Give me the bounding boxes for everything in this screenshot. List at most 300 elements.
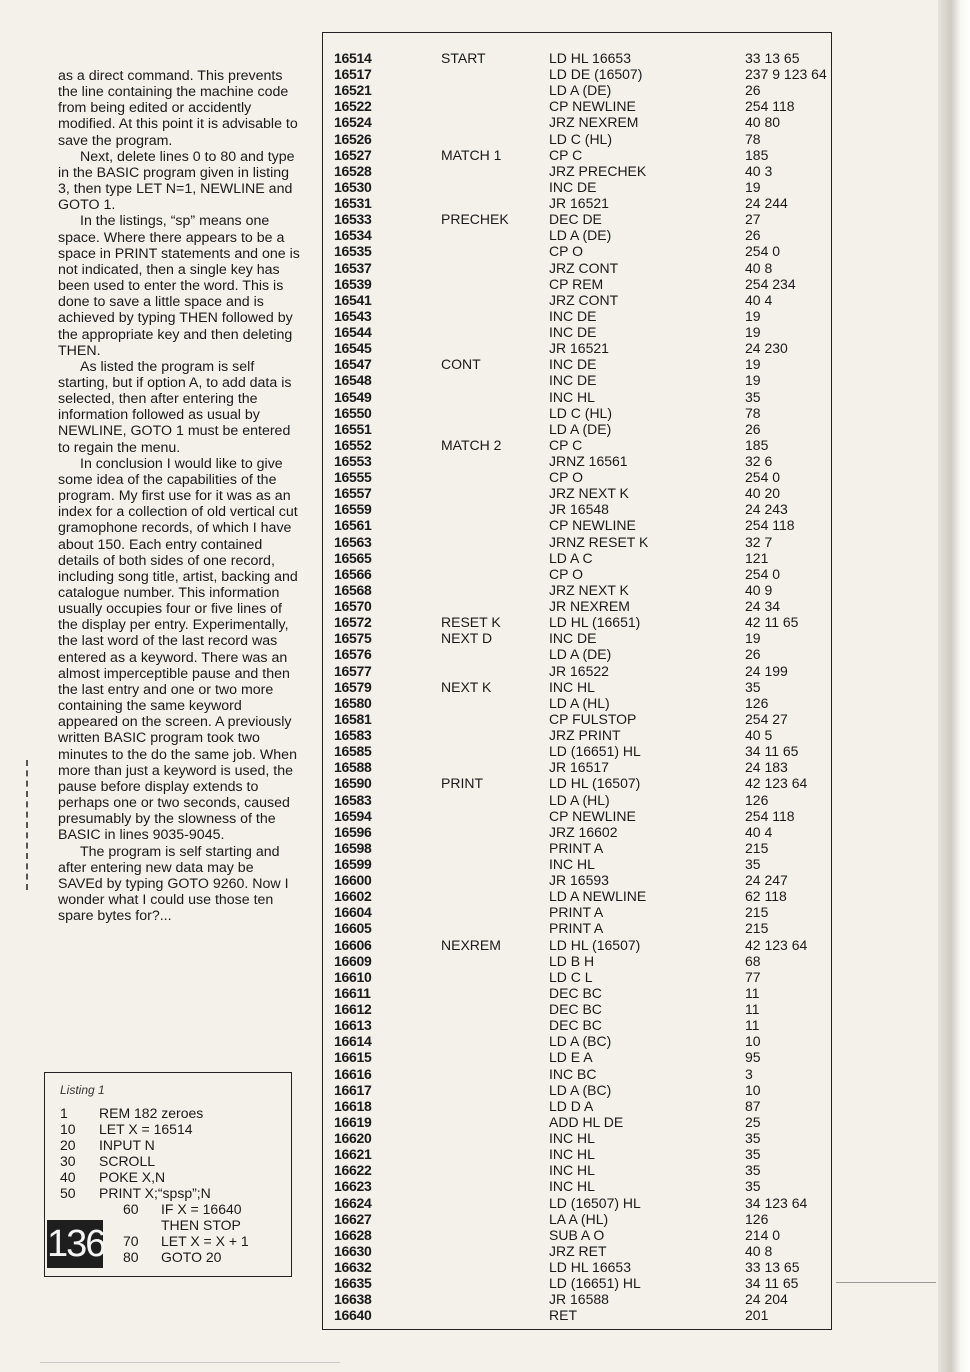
listing-row	[323, 1114, 833, 1130]
listing-row	[323, 243, 833, 259]
listing-address: 16630	[334, 1242, 372, 1259]
listing-row	[323, 1017, 833, 1033]
listing-instruction: LA A (HL)	[549, 1210, 609, 1227]
listing-address: 16617	[334, 1081, 372, 1098]
listing-address: 16549	[334, 388, 372, 405]
listing-1-line-number: 1	[60, 1105, 68, 1121]
listing-address: 16580	[334, 694, 372, 711]
listing-address: 16613	[334, 1017, 372, 1034]
listing-bytes: 24 204	[745, 1291, 788, 1308]
listing-bytes: 215	[745, 920, 769, 937]
listing-row	[323, 969, 833, 985]
listing-row	[323, 711, 833, 727]
listing-instruction: INC HL	[549, 1178, 595, 1195]
listing-bytes: 215	[745, 839, 769, 856]
listing-row	[323, 211, 833, 227]
listing-instruction: JRZ 16602	[549, 823, 618, 840]
listing-row	[323, 421, 833, 437]
listing-instruction: LD HL (16651)	[549, 614, 641, 631]
listing-row	[323, 646, 833, 662]
listing-row	[323, 904, 833, 920]
listing-bytes: 42 11 65	[745, 614, 799, 631]
listing-instruction: LD A C	[549, 549, 593, 566]
listing-instruction: LD A (HL)	[549, 694, 610, 711]
listing-instruction: INC HL	[549, 678, 595, 695]
listing-address: 16553	[334, 453, 372, 469]
listing-bytes: 24 243	[745, 501, 788, 518]
listing-address: 16552	[334, 436, 372, 453]
listing-address: 16598	[334, 839, 372, 856]
listing-instruction: LD B H	[549, 952, 595, 969]
listing-bytes: 26	[745, 227, 761, 244]
listing-instruction: LD HL (16507)	[549, 775, 641, 792]
listing-address: 16544	[334, 324, 372, 341]
listing-address: 16563	[334, 533, 372, 550]
edge-rule	[836, 1282, 936, 1283]
listing-instruction: LD A (DE)	[549, 420, 612, 437]
listing-address: 16555	[334, 469, 372, 486]
listing-address: 16588	[334, 759, 372, 776]
listing-instruction: JRZ NEXREM	[549, 114, 639, 131]
listing-row	[323, 50, 833, 66]
listing-bytes: 126	[745, 791, 769, 808]
listing-address: 16585	[334, 743, 372, 760]
listing-bytes: 185	[745, 436, 769, 453]
listing-row	[323, 485, 833, 501]
listing-address: 16527	[334, 146, 372, 163]
listing-address: 16559	[334, 501, 372, 518]
listing-bytes: 26	[745, 420, 761, 437]
listing-bytes: 254 0	[745, 565, 781, 582]
listing-address: 16604	[334, 904, 372, 921]
listing-bytes: 11	[745, 984, 760, 1001]
listing-address: 16596	[334, 823, 372, 840]
listing-address: 16521	[334, 82, 372, 99]
listing-bytes: 35	[745, 388, 761, 405]
listing-row	[323, 1130, 833, 1146]
listing-address: 16548	[334, 372, 372, 389]
listing-row	[323, 292, 833, 308]
listing-address: 16577	[334, 662, 372, 679]
listing-bytes: 214 0	[745, 1226, 781, 1243]
listing-address: 16531	[334, 195, 372, 212]
listing-instruction: LD A (BC)	[549, 1081, 612, 1098]
binding-mark	[26, 760, 34, 890]
listing-bytes: 77	[745, 968, 761, 985]
listing-label: NEXT K	[441, 678, 492, 695]
listing-bytes: 19	[745, 178, 761, 195]
listing-address: 16561	[334, 517, 372, 534]
listing-bytes: 68	[745, 952, 761, 969]
listing-row	[323, 453, 833, 469]
page-number: 136	[47, 1220, 103, 1268]
listing-instruction: LD C L	[549, 968, 593, 985]
listing-address: 16620	[334, 1130, 372, 1147]
listing-row	[323, 147, 833, 163]
listing-instruction: LD D A	[549, 1097, 594, 1114]
listing-address: 16622	[334, 1162, 372, 1179]
article-text	[58, 68, 302, 924]
listing-bytes: 34 11 65	[745, 1275, 799, 1292]
listing-bytes: 40 8	[745, 1242, 773, 1259]
listing-row	[323, 1243, 833, 1259]
listing-row	[323, 614, 833, 630]
listing-instruction: JR 16517	[549, 759, 609, 776]
listing-instruction: DEC BC	[549, 1017, 602, 1034]
listing-address: 16524	[334, 114, 372, 131]
listing-label: NEXREM	[441, 936, 501, 953]
listing-row	[323, 985, 833, 1001]
listing-address: 16590	[334, 775, 372, 792]
listing-address: 16640	[334, 1307, 372, 1324]
article-paragraph: As listed the program is self starting, but if option A, to add data is selected, then after entering the information followed as usual by NEWLINE, GOTO 1 must be entered to regain the menu.	[58, 358, 292, 456]
listing-row	[323, 1098, 833, 1114]
listing-address: 16624	[334, 1194, 372, 1211]
listing-bytes: 35	[745, 1130, 761, 1147]
listing-row	[323, 501, 833, 517]
listing-row	[323, 824, 833, 840]
listing-bytes: 34 123 64	[745, 1194, 808, 1211]
listing-address: 16638	[334, 1291, 372, 1308]
listing-instruction: LD A (HL)	[549, 791, 610, 808]
listing-row	[323, 727, 833, 743]
listing-address: 16609	[334, 952, 372, 969]
listing-row	[323, 1291, 833, 1307]
listing-address: 16557	[334, 485, 372, 502]
listing-1-title: Listing 1	[60, 1083, 105, 1097]
listing-bytes: 254 118	[745, 807, 795, 824]
listing-row	[323, 163, 833, 179]
listing-instruction: JR 16522	[549, 662, 609, 679]
listing-address: 16619	[334, 1113, 372, 1130]
listing-bytes: 237 9 123 64	[745, 66, 827, 83]
listing-bytes: 33 13 65	[745, 50, 800, 66]
listing-instruction: INC DE	[549, 178, 597, 195]
listing-address: 16614	[334, 1033, 372, 1050]
listing-label: RESET K	[441, 614, 501, 631]
listing-address: 16541	[334, 291, 372, 308]
listing-address: 16526	[334, 130, 372, 147]
listing-label: MATCH 2	[441, 436, 502, 453]
listing-instruction: ADD HL DE	[549, 1113, 624, 1130]
listing-row	[323, 743, 833, 759]
listing-label: MATCH 1	[441, 146, 502, 163]
listing-instruction: JRZ RET	[549, 1242, 607, 1259]
listing-instruction: INC HL	[549, 388, 595, 405]
listing-instruction: CP O	[549, 565, 583, 582]
listing-instruction: CP NEWLINE	[549, 517, 636, 534]
listing-instruction: LD HL 16653	[549, 50, 631, 66]
listing-instruction: JRZ CONT	[549, 259, 619, 276]
listing-row	[323, 1275, 833, 1291]
listing-address: 16635	[334, 1275, 372, 1292]
listing-row	[323, 679, 833, 695]
listing-bytes: 24 244	[745, 195, 788, 212]
listing-instruction: JR 16521	[549, 195, 609, 212]
listing-bytes: 35	[745, 856, 761, 872]
listing-bytes: 19	[745, 307, 761, 324]
listing-row	[323, 534, 833, 550]
listing-bytes: 11	[745, 1001, 760, 1018]
listing-instruction: LD (16651) HL	[549, 743, 641, 760]
listing-address: 16534	[334, 227, 372, 244]
listing-bytes: 78	[745, 130, 761, 147]
listing-instruction: LD (16651) HL	[549, 1275, 641, 1292]
listing-address: 16514	[334, 50, 372, 66]
listing-instruction: JR 16521	[549, 340, 609, 357]
listing-address: 16583	[334, 791, 372, 808]
listing-instruction: LD A (DE)	[549, 646, 612, 663]
listing-row	[323, 98, 833, 114]
listing-instruction: LD DE (16507)	[549, 66, 643, 83]
listing-address: 16565	[334, 549, 372, 566]
listing-bytes: 121	[745, 549, 769, 566]
listing-instruction: INC BC	[549, 1065, 597, 1082]
listing-instruction: JR 16593	[549, 872, 609, 889]
listing-address: 16600	[334, 872, 372, 889]
listing-instruction: JRNZ RESET K	[549, 533, 649, 550]
listing-1-line-number: 50	[60, 1185, 76, 1201]
listing-row	[323, 82, 833, 98]
listing-address: 16566	[334, 565, 372, 582]
listing-instruction: PRINT A	[549, 904, 604, 921]
listing-row	[323, 1195, 833, 1211]
listing-instruction: JRZ NEXT K	[549, 485, 629, 502]
listing-address: 16615	[334, 1049, 372, 1066]
listing-bytes: 254 0	[745, 469, 781, 486]
listing-instruction: PRINT A	[549, 920, 604, 937]
listing-row	[323, 550, 833, 566]
listing-1-code: LET X = 16514	[99, 1121, 193, 1137]
listing-address: 16632	[334, 1259, 372, 1275]
article-paragraph: The program is self starting and after entering new data may be SAVEd by typing GOTO 9260. Now I wonder what I could use those ten spare bytes for?...	[58, 843, 289, 925]
listing-instruction: PRINT A	[549, 839, 604, 856]
listing-bytes: 40 9	[745, 581, 773, 598]
listing-row	[323, 1178, 833, 1194]
listing-instruction: INC DE	[549, 356, 597, 373]
listing-1-code: GOTO 20	[161, 1249, 222, 1265]
listing-instruction: LD A NEWLINE	[549, 888, 647, 905]
listing-address: 16599	[334, 856, 372, 872]
listing-row	[323, 114, 833, 130]
listing-instruction: LD (16507) HL	[549, 1194, 641, 1211]
listing-address: 16602	[334, 888, 372, 905]
listing-1-code: PRINT X;“spsp”;N	[99, 1185, 211, 1201]
listing-bytes: 95	[745, 1049, 761, 1066]
page-edge-shadow	[938, 0, 970, 1372]
listing-instruction: CP FULSTOP	[549, 710, 637, 727]
listing-row	[323, 1211, 833, 1227]
listing-1-code: POKE X,N	[99, 1169, 166, 1185]
listing-bytes: 19	[745, 630, 761, 647]
listing-bytes: 40 5	[745, 727, 773, 744]
listing-row	[323, 260, 833, 276]
listing-label: NEXT D	[441, 630, 493, 647]
listing-bytes: 40 3	[745, 162, 773, 179]
listing-bytes: 10	[745, 1081, 761, 1098]
listing-row	[323, 1066, 833, 1082]
listing-address: 16570	[334, 598, 372, 615]
listing-bytes: 3	[745, 1065, 753, 1082]
listing-address: 16618	[334, 1097, 372, 1114]
listing-label: START	[441, 50, 486, 66]
listing-address: 16611	[334, 984, 371, 1001]
listing-row	[323, 131, 833, 147]
listing-address: 16628	[334, 1226, 372, 1243]
listing-bytes: 32 7	[745, 533, 773, 550]
listing-row	[323, 937, 833, 953]
listing-bytes: 40 4	[745, 823, 773, 840]
listing-bytes: 25	[745, 1113, 761, 1130]
listing-address: 16522	[334, 98, 372, 115]
listing-address: 16551	[334, 420, 372, 437]
listing-row	[323, 759, 833, 775]
listing-row	[323, 356, 833, 372]
listing-address: 16610	[334, 968, 372, 985]
listing-row	[323, 840, 833, 856]
listing-row	[323, 566, 833, 582]
listing-instruction: LD HL 16653	[549, 1259, 631, 1275]
listing-bytes: 201	[745, 1307, 769, 1324]
listing-instruction: JRZ NEXT K	[549, 581, 629, 598]
listing-bytes: 62 118	[745, 888, 787, 905]
listing-instruction: JR 16588	[549, 1291, 609, 1308]
listing-bytes: 40 8	[745, 259, 773, 276]
listing-row	[323, 953, 833, 969]
listing-instruction: JR 16548	[549, 501, 609, 518]
listing-bytes: 35	[745, 1162, 761, 1179]
listing-row	[323, 630, 833, 646]
listing-row	[323, 437, 833, 453]
listing-address: 16579	[334, 678, 372, 695]
listing-1-code: INPUT N	[99, 1137, 155, 1153]
listing-1-line-number: 10	[60, 1121, 76, 1137]
listing-row	[323, 517, 833, 533]
listing-row	[323, 227, 833, 243]
listing-address: 16517	[334, 66, 372, 83]
listing-row	[323, 1001, 833, 1017]
listing-instruction: INC DE	[549, 307, 597, 324]
article-paragraph: Next, delete lines 0 to 80 and type in the BASIC program given in listing 3, then type LET N=1, NEWLINE and GOTO 1.	[58, 148, 295, 214]
listing-instruction: INC HL	[549, 1162, 595, 1179]
listing-bytes: 254 27	[745, 710, 788, 727]
listing-bytes: 34 11 65	[745, 743, 799, 760]
listing-row	[323, 1033, 833, 1049]
listing-address: 16616	[334, 1065, 372, 1082]
listing-address: 16623	[334, 1178, 372, 1195]
listing-instruction: JRZ CONT	[549, 291, 619, 308]
listing-row	[323, 582, 833, 598]
listing-bytes: 10	[745, 1033, 761, 1050]
listing-instruction: SUB A O	[549, 1226, 605, 1243]
listing-address: 16605	[334, 920, 372, 937]
listing-address: 16537	[334, 259, 372, 276]
listing-bytes: 33 13 65	[745, 1259, 800, 1275]
listing-1-box	[44, 1072, 292, 1277]
listing-row	[323, 792, 833, 808]
listing-instruction: JR NEXREM	[549, 598, 630, 615]
listing-row	[323, 179, 833, 195]
listing-bytes: 40 4	[745, 291, 773, 308]
listing-1-code: THEN STOP	[161, 1217, 241, 1233]
listing-address: 16547	[334, 356, 372, 373]
listing-label: PRINT	[441, 775, 483, 792]
listing-label: CONT	[441, 356, 481, 373]
listing-row	[323, 469, 833, 485]
listing-address: 16528	[334, 162, 372, 179]
listing-row	[323, 1162, 833, 1178]
listing-row	[323, 1227, 833, 1243]
listing-row	[323, 405, 833, 421]
article-paragraph: as a direct command. This prevents the line containing the machine code from being edited or accidently modified. At this point it is advisable to save the program.	[58, 68, 298, 149]
listing-row	[323, 856, 833, 872]
listing-instruction: INC DE	[549, 372, 597, 389]
listing-row	[323, 389, 833, 405]
listing-bytes: 126	[745, 694, 769, 711]
listing-bytes: 215	[745, 904, 769, 921]
listing-bytes: 78	[745, 404, 761, 421]
article-paragraph: In conclusion I would like to give some idea of the capabilities of the program. My first use for it was as an index for a collection of old vertical cut gramophone records, of which I have about 150. Each entry contained details of both sides of one record, including song title, artist, backing and catalogue number. This information usually occupies four or five lines of the display per entry. Experimentally, the last word of the last record was entered as a keyword. There was an almost imperceptible pause and then the last entry and one or two more containing the same keyword appeared on the screen. A previously written BASIC program took two minutes to the do the same job. When more than just a keyword is used, the pause before display extends to perhaps one or two seconds, caused presumably by the slowness of the BASIC in lines 9035-9045.	[58, 455, 298, 844]
listing-instruction: CP O	[549, 243, 583, 260]
listing-row	[323, 1049, 833, 1065]
listing-row	[323, 888, 833, 904]
listing-1-code: LET X = X + 1	[161, 1233, 249, 1249]
listing-row	[323, 195, 833, 211]
listing-1-line-number: 60	[123, 1201, 139, 1217]
listing-bytes: 40 20	[745, 485, 781, 502]
listing-instruction: LD A (DE)	[549, 227, 612, 244]
listing-bytes: 19	[745, 356, 761, 373]
listing-address: 16594	[334, 807, 372, 824]
listing-bytes: 35	[745, 678, 761, 695]
listing-instruction: JRZ PRINT	[549, 727, 621, 744]
listing-address: 16612	[334, 1001, 372, 1018]
listing-instruction: LD C (HL)	[549, 130, 613, 147]
bottom-rule	[40, 1362, 340, 1363]
listing-address: 16568	[334, 581, 372, 598]
listing-address: 16583	[334, 727, 372, 744]
listing-row	[323, 1259, 833, 1275]
listing-row	[323, 324, 833, 340]
listing-instruction: INC HL	[549, 1130, 595, 1147]
listing-1-line-number: 20	[60, 1137, 76, 1153]
listing-bytes: 32 6	[745, 453, 773, 469]
listing-label: PRECHEK	[441, 211, 509, 228]
listing-row	[323, 695, 833, 711]
listing-bytes: 35	[745, 1146, 761, 1163]
listing-instruction: LD A (DE)	[549, 82, 612, 99]
listing-address: 16572	[334, 614, 372, 631]
listing-instruction: RET	[549, 1307, 577, 1324]
listing-instruction: DEC BC	[549, 984, 602, 1001]
listing-row	[323, 775, 833, 791]
listing-instruction: CP O	[549, 469, 583, 486]
listing-bytes: 24 230	[745, 340, 788, 357]
listing-1-line-number: 30	[60, 1153, 76, 1169]
listing-instruction: CP NEWLINE	[549, 98, 636, 115]
listing-instruction: JRNZ 16561	[549, 453, 628, 469]
listing-bytes: 19	[745, 324, 761, 341]
listing-address: 16575	[334, 630, 372, 647]
listing-instruction: DEC BC	[549, 1001, 602, 1018]
listing-instruction: CP C	[549, 436, 583, 453]
listing-bytes: 19	[745, 372, 761, 389]
listing-instruction: CP C	[549, 146, 583, 163]
listing-row	[323, 598, 833, 614]
listing-bytes: 126	[745, 1210, 769, 1227]
listing-address: 16550	[334, 404, 372, 421]
listing-instruction: INC DE	[549, 324, 597, 341]
